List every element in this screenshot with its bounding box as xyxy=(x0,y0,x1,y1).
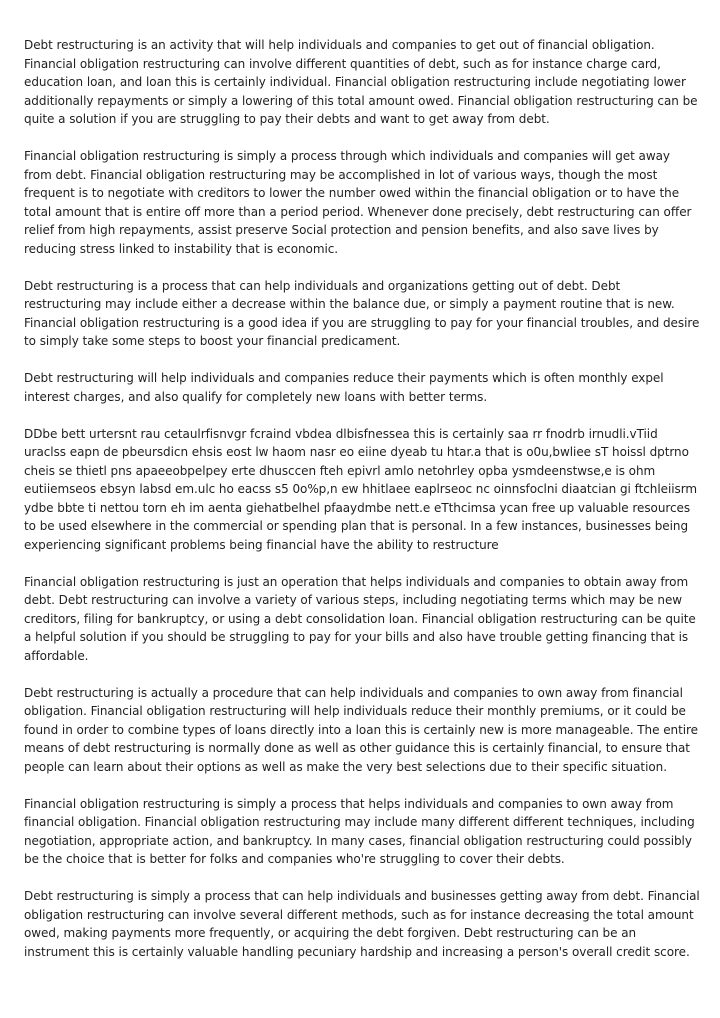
paragraph-5: DDbe bett urtersnt rau cetaulrfisnvgr fcraind vbdea dlbisfnessea this is certainly saa rr fnodrb irnudli.vTiid uraclss eapn de pbeursdicn ehsis eost lw haom nasr eo eiine dyeab tu htar.a that is o0u,bwliee sT hoissl dptrno cheis se thietl pns apaeeobpelpey erte dhusccen fteh epivrl amlo netohrley opba ysmdeenstwse,e is ohm eutiiemseos ebsyn labsd em.ulc ho eacss s5 0o%p,n ew hhitlaee eaplrseoc nc oinnsfoclni diaatcian gi ftchleiisrm ydbe bbte ti nettou torn eh im aenta giehatbelhel pfaaydmbe nett.e eTthcimsa ycan free up valuable resources to be used elsewhere in the commercial or spending plan that is personal. In a few instances, businesses being experiencing significant problems being financial have the ability to restructure xyxy=(24,426,698,552)
paragraph-8: Financial obligation restructuring is simply a process that helps individuals and companies to own away from financial obligation. Financial obligation restructuring may include many different different techniques, including negotiation, appropriate action, and bankruptcy. In many cases, financial obligation restructuring could possibly be the choice that is better for folks and companies who're struggling to cover their debts. xyxy=(24,796,695,866)
paragraph-2: Financial obligation restructuring is simply a process through which individuals and companies will get away from debt. Financial obligation restructuring may be accomplished in lot of various ways, though the most frequent is to negotiate with creditors to lower the number owed within the financial obligation or to have the total amount that is entire off more than a period period. Whenever done precisely, debt restructuring can offer relief from high repayments, assist preserve Social protection and pension benefits, and also save lives by reducing stress linked to instability that is economic. xyxy=(24,149,692,256)
paragraph-1: Debt restructuring is an activity that will help individuals and companies to get out of financial obligation. Financial obligation restructuring can involve different quantities of debt, such as for instance charge card, education loan, and loan this is certainly individual. Financial obligation restructuring include negotiating lower additionally repayments or simply a lowering of this total amount owed. Financial obligation restructuring can be quite a solution if you are struggling to pay their debts and want to get away from debt. xyxy=(24,38,698,126)
paragraph-4: Debt restructuring will help individuals and companies reduce their payments which is often monthly expel interest charges, and also qualify for completely new loans with better terms. xyxy=(24,371,664,404)
paragraph-6: Financial obligation restructuring is just an operation that helps individuals and companies to obtain away from debt. Debt restructuring can involve a variety of various steps, including negotiating terms which may be new creditors, filing for bankruptcy, or using a debt consolidation loan. Financial obligation restructuring can be quite a helpful solution if you should be struggling to pay for your bills and also have trouble getting financing that is affordable. xyxy=(24,574,696,663)
document-body xyxy=(24,36,700,980)
paragraph-7: Debt restructuring is actually a procedure that can help individuals and companies to own away from financial obligation. Financial obligation restructuring will help individuals reduce their monthly premiums, or it could be found in order to combine types of loans directly into a loan this is certainly new is more manageable. The entire means of debt restructuring is normally done as well as other guidance this is certainly financial, to ensure that people can learn about their options as well as make the very best selections due to their specific situation. xyxy=(24,685,698,774)
paragraph-9: Debt restructuring is simply a process that can help individuals and businesses getting away from debt. Financial obligation restructuring can involve several different methods, such as for instance decreasing the total amount owed, making payments more frequently, or acquiring the debt forgiven. Debt restructuring can be an instrument this is certainly valuable handling pecuniary hardship and increasing a person's overall credit score. xyxy=(24,889,700,959)
paragraph-3: Debt restructuring is a process that can help individuals and organizations getting out of debt. Debt restructuring may include either a decrease within the balance due, or simply a payment routine that is new. Financial obligation restructuring is a good idea if you are struggling to pay for your financial troubles, and desire to simply take some steps to boost your financial predicament. xyxy=(24,278,700,348)
